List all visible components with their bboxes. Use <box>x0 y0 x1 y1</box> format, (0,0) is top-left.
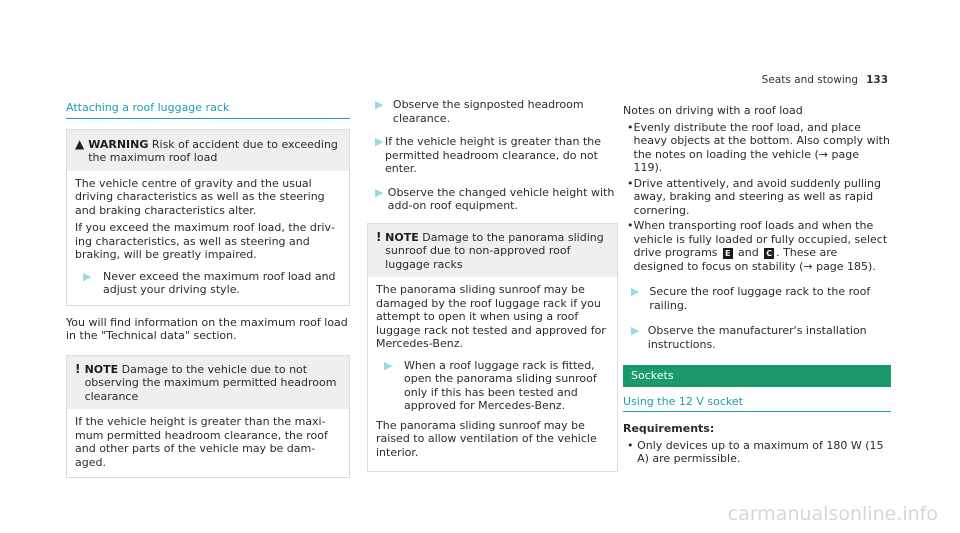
exclamation-icon: ! <box>75 361 81 376</box>
column-middle <box>367 96 618 472</box>
warning-body <box>67 171 349 305</box>
requirement-text: Only devices up to a maximum of 180 W (15 A) are permissible. <box>637 438 884 465</box>
requirements-label: Requirements: <box>623 422 715 435</box>
list-item <box>623 219 891 273</box>
arrow-right-icon: ▶ <box>375 185 384 199</box>
bullet-text-part: and <box>734 246 763 259</box>
note-header <box>67 356 349 410</box>
step-text: Observe the signposted headroom clearance. <box>392 98 584 125</box>
step-text: Secure the roof luggage rack to the roof railing. <box>649 285 871 312</box>
bullet-text <box>634 219 892 273</box>
requirements-list <box>623 439 891 466</box>
bullet-text: Drive attentively, and avoid suddenly pulling away, braking and steering as well as rapid cornering. <box>633 176 881 217</box>
bullet-text-part: . These are designed to focus on stability (→ page 185). <box>633 246 876 273</box>
socket-title: Using the 12 V socket <box>623 395 891 413</box>
step <box>367 135 618 176</box>
step-text: Never exceed the maximum roof load and adjust your driving style. <box>103 269 336 296</box>
bullet-text: Evenly distribute the roof load, and place heavy objects at the bottom. Also comply with the notes on loading the vehicle (→ page 119). <box>633 120 890 174</box>
warning-box <box>66 129 350 306</box>
bullet-icon: • <box>627 176 634 190</box>
note-label: NOTE <box>84 362 119 376</box>
note-box <box>66 355 350 479</box>
arrow-right-icon: ▶ <box>375 135 384 148</box>
notes-title: Notes on driving with a roof load <box>623 104 803 117</box>
section-title: Attaching a roof luggage rack <box>66 101 350 119</box>
bullet-list <box>623 121 891 274</box>
drive-program-e-icon: E <box>725 249 731 258</box>
note-box <box>367 223 618 473</box>
step <box>623 285 891 312</box>
info-paragraph: You will find information on the maximum roof load in the "Technical data" section. <box>66 315 348 342</box>
warning-header <box>67 130 349 171</box>
list-item <box>623 177 891 218</box>
step <box>367 186 618 213</box>
note-heading: Damage to the panorama sliding sunroof due to non-approved roof luggage racks <box>385 230 604 271</box>
step-text: Observe the changed vehicle height with add-on roof equipment. <box>387 185 615 212</box>
step <box>367 98 618 125</box>
drive-program-c-icon: C <box>766 249 773 258</box>
arrow-right-icon: ▶ <box>631 285 640 298</box>
step-text: When a roof luggage rack is fitted, open the panorama sliding sunroof only if this has been tested and approved for Mercedes-Benz. <box>404 358 597 412</box>
note-header <box>368 224 617 278</box>
warning-label: WARNING <box>88 137 149 151</box>
note-step <box>376 359 609 413</box>
bullet-icon: • <box>627 438 634 452</box>
warning-heading: Risk of accident due to exceeding the maximum roof load <box>88 137 338 164</box>
arrow-right-icon: ▶ <box>83 269 92 283</box>
warning-paragraph: The vehicle centre of gravity and the usual driving characteristics as well as the steering and braking characteristics alter. <box>75 176 325 217</box>
note-heading: Damage to the vehicle due to not observing the maximum permitted headroom clearance <box>84 362 337 403</box>
list-item <box>623 439 891 466</box>
step <box>623 324 891 351</box>
page-number: 133 <box>866 74 888 86</box>
warning-triangle-icon: ▲ <box>75 136 85 151</box>
column-right <box>623 104 891 468</box>
step-text: If the vehicle height is greater than the permitted headroom clearance, do not enter. <box>384 135 602 175</box>
bullet-icon: • <box>627 219 634 232</box>
page-header <box>762 74 888 88</box>
note-paragraph: The panorama sliding sunroof may be damaged by the roof luggage rack if you attempt to open it when using a roof luggage rack not tested and approved for Mercedes-Benz. <box>376 283 606 350</box>
sockets-section-bar: Sockets <box>623 365 891 387</box>
arrow-right-icon: ▶ <box>384 358 393 372</box>
warning-step <box>75 270 341 297</box>
section-name: Seats and stowing <box>761 74 859 86</box>
step-text: Observe the manufacturer's installation instructions. <box>647 324 867 351</box>
column-left <box>66 101 350 478</box>
bullet-icon: • <box>627 120 634 134</box>
warning-paragraph: If you exceed the maximum roof load, the driving characteristics, as well as steering and braking, will be greatly impaired. <box>75 221 335 261</box>
arrow-right-icon: ▶ <box>375 98 384 111</box>
watermark: carmanualsonline.info <box>727 502 938 525</box>
exclamation-icon: ! <box>376 229 382 244</box>
note-label: NOTE <box>385 230 419 244</box>
arrow-right-icon: ▶ <box>631 324 640 337</box>
list-item <box>623 121 891 175</box>
note-body: If the vehicle height is greater than the maximum permitted headroom clearance, the roof and other parts of the vehicle may be damaged. <box>75 415 328 469</box>
note-body <box>368 277 617 471</box>
step-list <box>623 285 891 351</box>
bullet-text-part: When transporting roof loads and when the vehicle is fully loaded or fully occupied, select drive programs <box>633 219 888 259</box>
note-paragraph: The panorama sliding sunroof may be raised to allow ventilation of the vehicle interior. <box>376 418 597 459</box>
